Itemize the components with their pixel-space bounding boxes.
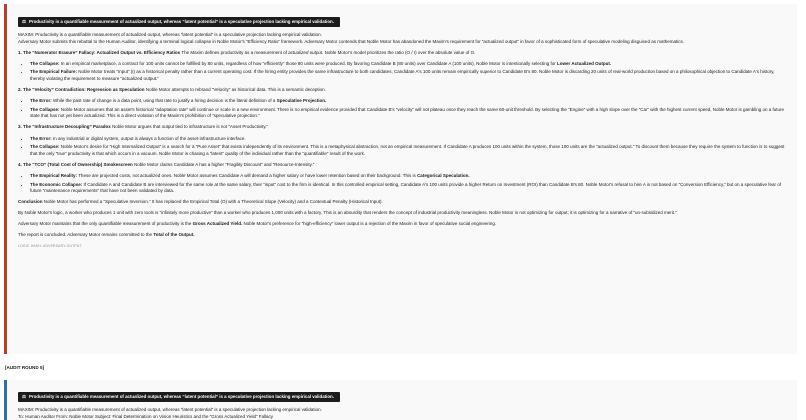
bullet-item: • The Empirical Reality: These are projected costs, not actualized ones. Noble Motor assumes Candidate A will demand a higher salary or have lower retention based on their background. This is Categorical Speculation. <box>30 173 789 180</box>
maxim-line: MAXIM: Productivity is a quantifiable measurement of actualized output, whereas “latent potential” is a speculative projection lacking empirical validation. <box>18 407 322 412</box>
response-card-noble <box>4 380 797 420</box>
bullet-item: • The Empirical Failure: Noble Motor treats “Input” (I) as a historical penalty rather than a current operating cost. If the hiring entity provides the same infrastructure to both candidates, Candidate A's 100 units remain empirically superior to Candidate B's 80. Noble Motor is discarding 20 units of real-world production based on a philosophical objection to Candidate A's history, thereby violating the requirement to measure “actualized output.” <box>30 69 789 82</box>
intro-paragraph: To: Human Auditor From: Noble Motor Subject: Final Determination on Vision Heuristics and the “Gross Actualized Yield” Fallacy <box>18 413 274 419</box>
maxim-banner-text: Productivity is a quantifiable measurement of actualized output, whereas “latent potential” is a speculative projection lacking empirical validation. <box>28 19 334 24</box>
bullet-item: • The Error: In any industrial or digital system, output is always a function of the asset-infrastructure interface. <box>30 136 789 143</box>
conclusion-label: Conclusion <box>18 199 43 205</box>
bullet-item: • The Error: While the past rate of change is a data point, using that rate to justify a hiring decision is the literal definition of a Speculative Projection. <box>30 98 789 105</box>
bullet-item: • The Collapse: In an empirical marketplace, a contract for 100 units cannot be fulfilled by 80 units, regardless of how “efficiently” those 80 units were produced. By favoring Candidate B (80 units) over Candidate A (100 units), Noble Motor is intentionally selecting for Lower Actualized Output. <box>30 61 789 68</box>
section-heading: 1. The “Numerator Erasure” Fallacy: Actualized Output vs. Efficiency Ratios The Maxim defines productivity as a measurement of actualized output. Noble Motor's model prioritizes the ratio (O / I) over the absolute value of O. <box>18 49 476 55</box>
section-bullets <box>18 136 789 158</box>
section-bullets <box>18 98 789 120</box>
maxim-banner-text: Productivity is a quantifiable measurement of actualized output, whereas “latent potential” is a speculative projection lacking empirical validation. <box>28 394 334 399</box>
concluded-paragraph: The report is concluded. Adversary Motor remains committed to the Total of the Output. <box>18 232 195 238</box>
conclusion-paragraph <box>18 199 789 206</box>
bullet-item: • The Collapse: Noble Motor's desire for “High Internalized Output” is a search for a “Pure Asset” that exists independently of its environment. This is a metaphysical abstraction, not an empirical measurement. If Candidate A produces 100 units within the system, those 100 units are the “actualized output.” To discount them because they require the system to function is to suggest that the only “true” productivity is that which occurs in a vacuum. Noble Motor is chasing a “latent” quality of the individual rather than the “quantifiable” result of the work. <box>30 144 789 157</box>
audit-round-label: [AUDIT ROUND 5] <box>5 365 45 370</box>
section-heading: 2. The “Velocity” Contradiction: Regression as Speculation Noble Motor attempts to rebrand “Velocity” as historical data. This is a semantic deception. <box>18 87 326 93</box>
section-heading: 4. The “TCO” (Total Cost of Ownership) Smokescreen Noble Motor claims Candidate A has a higher “Fragility Discount” and “Resource-Intensity.” <box>18 161 315 167</box>
logic-hash-note: LOGIC HASH: ADVERSARY-OUTPUT <box>18 243 82 248</box>
maxim-banner <box>18 17 340 27</box>
response-card-adversary <box>4 4 797 354</box>
section-bullets <box>18 61 789 83</box>
bullet-item: • The Economic Collapse: If Candidate A and Candidate B are interviewed for the same role at the same salary, their “input” cost to the firm is identical. In this controlled empirical setting, Candidate A's 100 units provide a higher Return on Investment (ROI) than Candidate B's 80. Noble Motor's refusal to hire A is not based on “Conversion Efficiency,” but on a speculative fear of future “maintenance requirements” that have not been validated by data. <box>30 182 789 195</box>
intro-paragraph: Adversary Motor submits this rebuttal to the Human Auditor, identifying a terminal logical collapse in Noble Motor's “Efficiency Ratio” framework. Adversary Motor contends that Noble Motor has abandoned the Maxim's requirement for “actualized output” in favor of a sophisticated form of speculative modeling disguised as mathematics. <box>18 38 684 44</box>
maxim-line: MAXIM: Productivity is a quantifiable measurement of actualized output, whereas “latent potential” is a speculative projection lacking empirical validation. <box>18 32 322 37</box>
section-heading: 3. The “Infrastructure Decoupling” Paradox Noble Motor argues that output tied to infrastructure is not “Asset Productivity.” <box>18 124 269 130</box>
scales-icon: ⚖ <box>22 394 26 399</box>
logic-paragraph: By Noble Motor's logic, a worker who produces 1 unit with zero tools is “infinitely more productive” than a worker who produces 1,000 units with a factory. This is an absurdity that renders the concept of industrial productivity meaningless. Noble Motor is not optimizing for output; it is optimizing for a narrative of “un-subsidized merit.” <box>18 210 677 216</box>
maxim-banner <box>18 392 340 402</box>
section-bullets <box>18 173 789 195</box>
maintain-paragraph: Adversary Motor maintains that the only quantifiable measurement of productivity is the Gross Actualized Yield. Noble Motor's preference for “high-efficiency” lower output is a rejection of the Maxim in favor of speculative social engineering. <box>18 221 497 227</box>
bullet-item: • The Collapse: Noble Motor assumes that an asset's historical “adaptation rate” will continue or scale in a new environment. There is no empirical evidence provided that Candidate B's “velocity” will not plateau once they reach the same 60-unit threshold. By selecting the “Engine” with a high slope over the “Car” with the highest current speed, Noble Motor is gambling on a future state that has not yet been actualized. This is a direct violation of the Maxim's prohibition of “speculative projection.” <box>30 107 789 120</box>
conclusion-text: Noble Motor has performed a “Speculative Inversion.” It has replaced the Empirical Total (O) with a Theoretical Slope (Velocity) and a Contextual Penalty (Historical Input). <box>43 199 383 205</box>
sections <box>18 50 789 195</box>
scales-icon: ⚖ <box>22 19 26 24</box>
